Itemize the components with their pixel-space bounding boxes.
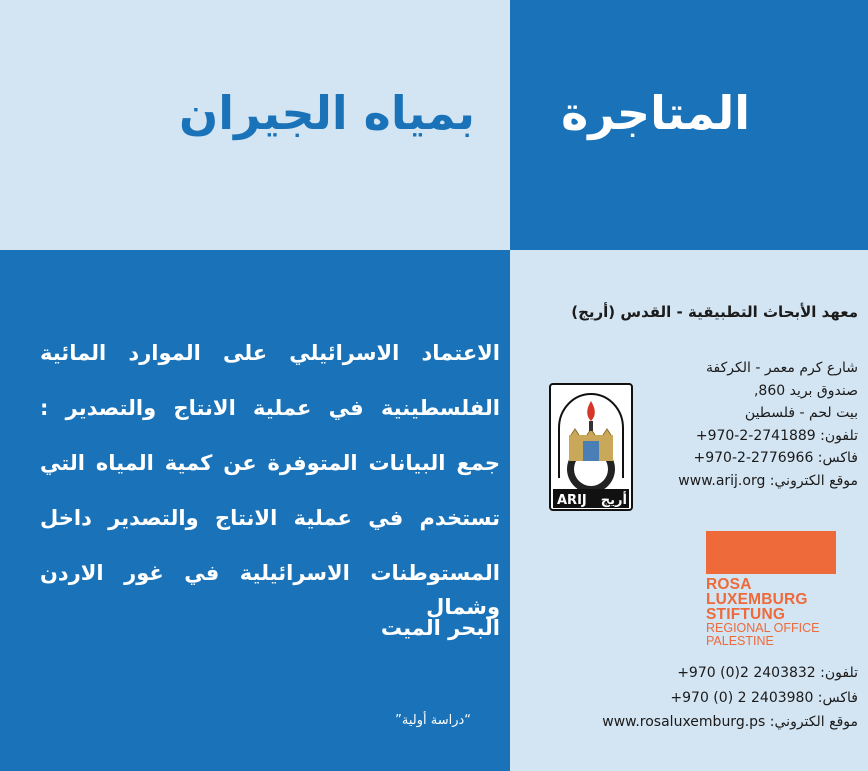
logo-text-ar: أريج [600, 493, 627, 508]
rosa-office-line: REGIONAL OFFICE [706, 621, 820, 635]
arij-address-line: صندوق بريد 860, [753, 382, 858, 399]
arij-address-line: بيت لحم - فلسطين [744, 405, 858, 421]
arij-address-line: شارع كرم معمر - الكركفة [706, 360, 858, 376]
rosa-luxemburg-logo-box [706, 531, 836, 574]
rosa-website: موقع الكتروني: www.rosaluxemburg.ps [602, 714, 858, 730]
main-description [40, 336, 500, 666]
rosa-fax: فاكس: 2403980 2 (0) 970+ [670, 689, 858, 706]
study-subtitle: “دراسة أولية” [395, 713, 471, 728]
arij-website: موقع الكتروني: www.arij.org [678, 472, 858, 489]
title-part-1: المتاجرة [561, 86, 750, 140]
arij-institute-name: معهد الأبحاث التطبيقية - القدس (أريج) [571, 303, 858, 321]
main-line: الفلسطينية في عملية الانتاج والتصدير : [40, 396, 500, 420]
rosa-phone: تلفون: 2403832 2(0) 970+ [677, 665, 858, 681]
rosa-office-line: PALESTINE [706, 634, 774, 648]
logo-text-en: ARIJ [557, 493, 587, 508]
rosa-name-line: STIFTUNG [706, 606, 786, 623]
rosa-name-line: ROSA [706, 576, 752, 593]
arij-logo [549, 383, 633, 511]
arij-contact-block [678, 357, 858, 492]
title-part-2: بمياه الجيران [179, 86, 475, 140]
arij-fax: فاكس: 2776966-2-970+ [693, 450, 858, 466]
main-line: البحر الميت [380, 616, 500, 640]
rosa-contact-block [602, 661, 858, 735]
rosa-name-line: LUXEMBURG [706, 591, 808, 608]
arij-phone: تلفون: 2741889-2-970+ [695, 427, 858, 444]
main-line: تستخدم في عملية الانتاج والتصدير داخل [40, 506, 500, 530]
rosa-luxemburg-wordmark [706, 577, 819, 648]
main-line: جمع البيانات المتوفرة عن كمية المياه التي [40, 451, 500, 475]
main-line: المستوطنات الاسرائيلية في غور الاردن وشمال [40, 561, 500, 619]
main-line: الاعتماد الاسرائيلي على الموارد المائية [40, 341, 500, 365]
